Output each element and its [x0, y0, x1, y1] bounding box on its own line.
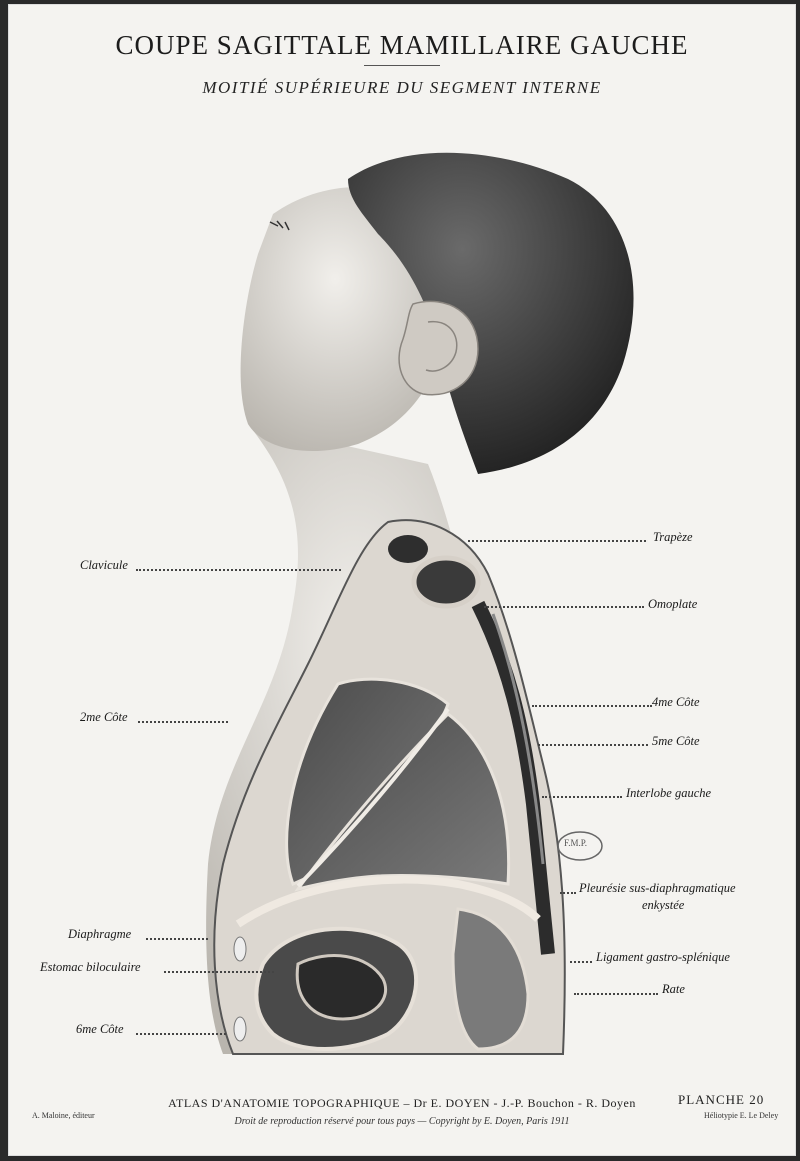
leader-5e-cote	[538, 744, 648, 746]
stamp-text: F.M.P.	[564, 838, 588, 848]
label-clavicule: Clavicule	[80, 558, 128, 572]
label-diaphragme: Diaphragme	[68, 927, 132, 941]
label-4e-cote: 4me Côte	[652, 695, 700, 709]
leader-rate	[574, 993, 658, 995]
scapula	[414, 558, 478, 606]
leader-estomac	[164, 971, 274, 973]
label-6e-cote: 6me Côte	[76, 1022, 124, 1036]
leader-ligament	[570, 961, 592, 963]
label-omoplate: Omoplate	[648, 597, 698, 611]
footer-copyright: Droit de reproduction réservé pour tous pays — Copyright by E. Doyen, Paris 1911	[234, 1116, 570, 1127]
label-pleuresie-2: enkystée	[642, 898, 685, 912]
footer-atlas: ATLAS D'ANATOMIE TOPOGRAPHIQUE – Dr E. DOYEN - J.-P. Bouchon - R. Doyen	[168, 1096, 636, 1110]
leader-interlobe	[542, 796, 622, 798]
ear	[399, 301, 478, 394]
leader-pleuresie	[560, 892, 576, 894]
leader-omoplate	[484, 606, 644, 608]
label-pleuresie: Pleurésie sus-diaphragmatique	[579, 881, 736, 895]
plate-page	[8, 4, 796, 1156]
plate-subtitle: MOITIÉ SUPÉRIEURE DU SEGMENT INTERNE	[202, 78, 602, 97]
label-5e-cote: 5me Côte	[652, 734, 700, 748]
leader-trapeze	[468, 540, 646, 542]
label-interlobe: Interlobe gauche	[626, 786, 712, 800]
label-2e-cote: 2me Côte	[80, 710, 128, 724]
label-ligament: Ligament gastro-splénique	[596, 950, 730, 964]
label-rate: Rate	[662, 982, 685, 996]
leader-6e-cote	[136, 1033, 226, 1035]
leader-clavicule	[136, 569, 341, 571]
leader-4e-cote	[532, 705, 652, 707]
printer: Héliotypie E. Le Deley	[704, 1111, 779, 1120]
leader-diaphragme	[146, 938, 208, 940]
publisher: A. Maloine, éditeur	[32, 1111, 95, 1120]
planche-number: PLANCHE 20	[678, 1092, 765, 1107]
leader-2e-cote	[138, 721, 228, 723]
plate-title: COUPE SAGITTALE MAMILLAIRE GAUCHE	[115, 30, 689, 60]
label-estomac: Estomac biloculaire	[40, 960, 141, 974]
label-trapeze: Trapèze	[653, 530, 693, 544]
